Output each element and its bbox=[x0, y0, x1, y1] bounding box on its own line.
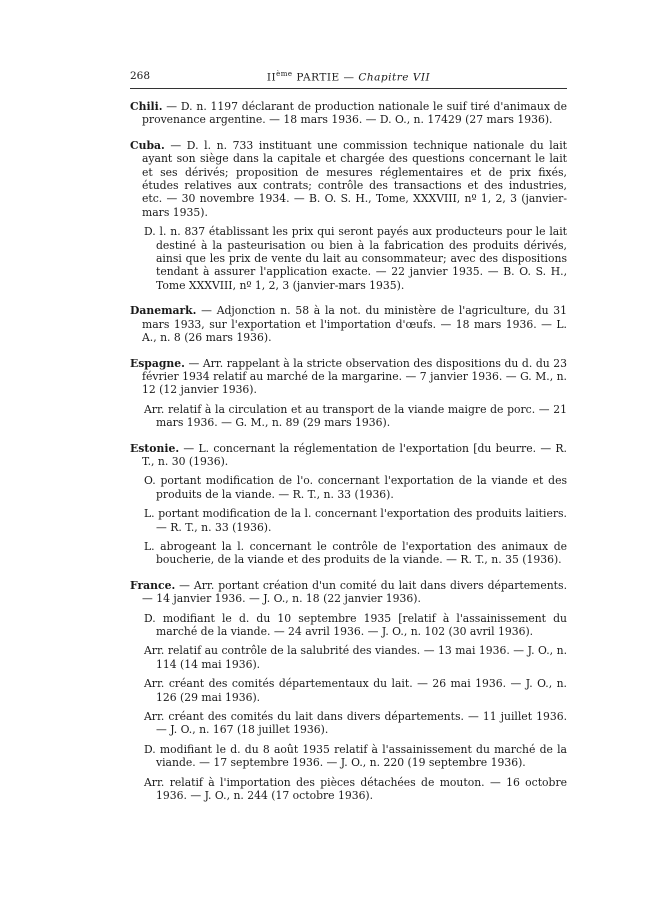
running-header bbox=[130, 70, 567, 88]
paragraph bbox=[130, 579, 567, 606]
paragraph: Arr. créant des comités départementaux du lait. — 26 mai 1936. — J. O., n. 126 (29 mai 1936). bbox=[144, 677, 567, 704]
entry-chili bbox=[130, 100, 567, 127]
entry-estonie bbox=[130, 442, 567, 567]
part-prefix: II bbox=[266, 71, 277, 84]
country-name: Espagne. bbox=[130, 356, 185, 370]
paragraph: O. portant modification de l'o. concernant l'exportation de la viande et des produits de la viande. — R. T., n. 33 (1936). bbox=[144, 474, 567, 501]
entry-cuba bbox=[130, 139, 567, 292]
part-word: PARTIE bbox=[296, 71, 340, 84]
part-superscript: ème bbox=[276, 70, 293, 78]
paragraph bbox=[130, 100, 567, 127]
header-separator: — bbox=[343, 71, 355, 84]
entry-danemark bbox=[130, 304, 567, 344]
paragraph-text: — Adjonction n. 58 à la not. du ministère de l'agriculture, du 31 mars 1933, sur l'exportation et l'importation d'œufs. — 18 mars 1936. — L. A., n. 8 (26 mars 1936). bbox=[142, 304, 567, 345]
paragraph: Arr. créant des comités du lait dans divers départements. — 11 juillet 1936. — J. O., n. 167 (18 juillet 1936). bbox=[144, 710, 567, 737]
paragraph: D. l. n. 837 établissant les prix qui seront payés aux producteurs pour le lait destiné à la pasteurisation ou bien à la fabrication des produits dérivés, ainsi que les prix de vente du lait au consommateur; avec des dispositions tendant à assurer l'application exacte. — 22 janvier 1935. — B. O. S. H., Tome XXXVIII, nº 1, 2, 3 (janvier-mars 1935). bbox=[144, 225, 567, 292]
paragraph bbox=[130, 357, 567, 397]
country-name: Chili. bbox=[130, 100, 163, 113]
paragraph: D. modifiant le d. du 8 août 1935 relatif à l'assainissement du marché de la viande. — 17 septembre 1936. — J. O., n. 220 (19 septembre 1936). bbox=[144, 742, 567, 770]
entry-france bbox=[130, 579, 567, 803]
entry-espagne bbox=[130, 357, 567, 430]
country-name: France. bbox=[130, 578, 176, 592]
paragraph-text: — Arr. portant création d'un comité du lait dans divers départements. — 14 janvier 1936. — J. O., n. 18 (22 janvier 1936). bbox=[142, 578, 567, 606]
paragraph: Arr. relatif à l'importation des pièces détachées de mouton. — 16 octobre 1936. — J. O., n. 244 (17 octobre 1936). bbox=[144, 775, 567, 803]
paragraph bbox=[130, 304, 567, 344]
paragraph: D. modifiant le d. du 10 septembre 1935 [relatif à l'assainissement du marché de la viande. — 24 avril 1936. — J. O., n. 102 (30 avril 1936). bbox=[144, 611, 567, 638]
country-name: Cuba. bbox=[130, 138, 165, 152]
header-rule bbox=[130, 88, 567, 89]
paragraph bbox=[130, 139, 567, 219]
page-number: 268 bbox=[130, 70, 151, 82]
paragraph: Arr. relatif à la circulation et au transport de la viande maigre de porc. — 21 mars 1936. — G. M., n. 89 (29 mars 1936). bbox=[144, 402, 567, 430]
paragraph-text: — D. l. n. 733 instituant une commission technique nationale du lait ayant son siège dans la capitale et chargée des questions concernant le lait et ses dérivés; proposition de mesures réglementaires et de prix fixés, études relatives aux contrats; contrôle des transactions et des industries, etc. — 30 novembre 1934. — B. O. S. H., Tome, XXXVIII, nº 1, 2, 3 (janvier-mars 1935). bbox=[142, 138, 567, 219]
chapter-title: Chapitre VII bbox=[358, 71, 431, 84]
country-name: Estonie. bbox=[130, 441, 180, 455]
paragraph: L. portant modification de la l. concernant l'exportation des produits laitiers. — R. T., n. 33 (1936). bbox=[144, 507, 567, 534]
paragraph-text: — L. concernant la réglementation de l'exportation [du beurre. — R. T., n. 30 (1936). bbox=[142, 441, 567, 468]
country-name: Danemark. bbox=[130, 304, 197, 318]
document-body bbox=[130, 100, 567, 814]
paragraph: Arr. relatif au contrôle de la salubrité des viandes. — 13 mai 1936. — J. O., n. 114 (14 mai 1936). bbox=[144, 644, 567, 671]
paragraph bbox=[130, 442, 567, 469]
paragraph: L. abrogeant la l. concernant le contrôle de l'exportation des animaux de boucherie, de la viande et des produits de la viande. — R. T., n. 35 (1936). bbox=[144, 539, 567, 567]
paragraph-text: — Arr. rappelant à la stricte observation des dispositions du d. du 23 février 1934 relatif au marché de la margarine. — 7 janvier 1936. — G. M., n. 12 (12 janvier 1936). bbox=[142, 356, 567, 397]
running-title bbox=[130, 70, 567, 84]
paragraph-text: — D. n. 1197 déclarant de production nationale le suif tiré d'animaux de provenance argentine. — 18 mars 1936. — D. O., n. 17429 (27 mars 1936). bbox=[142, 100, 567, 127]
